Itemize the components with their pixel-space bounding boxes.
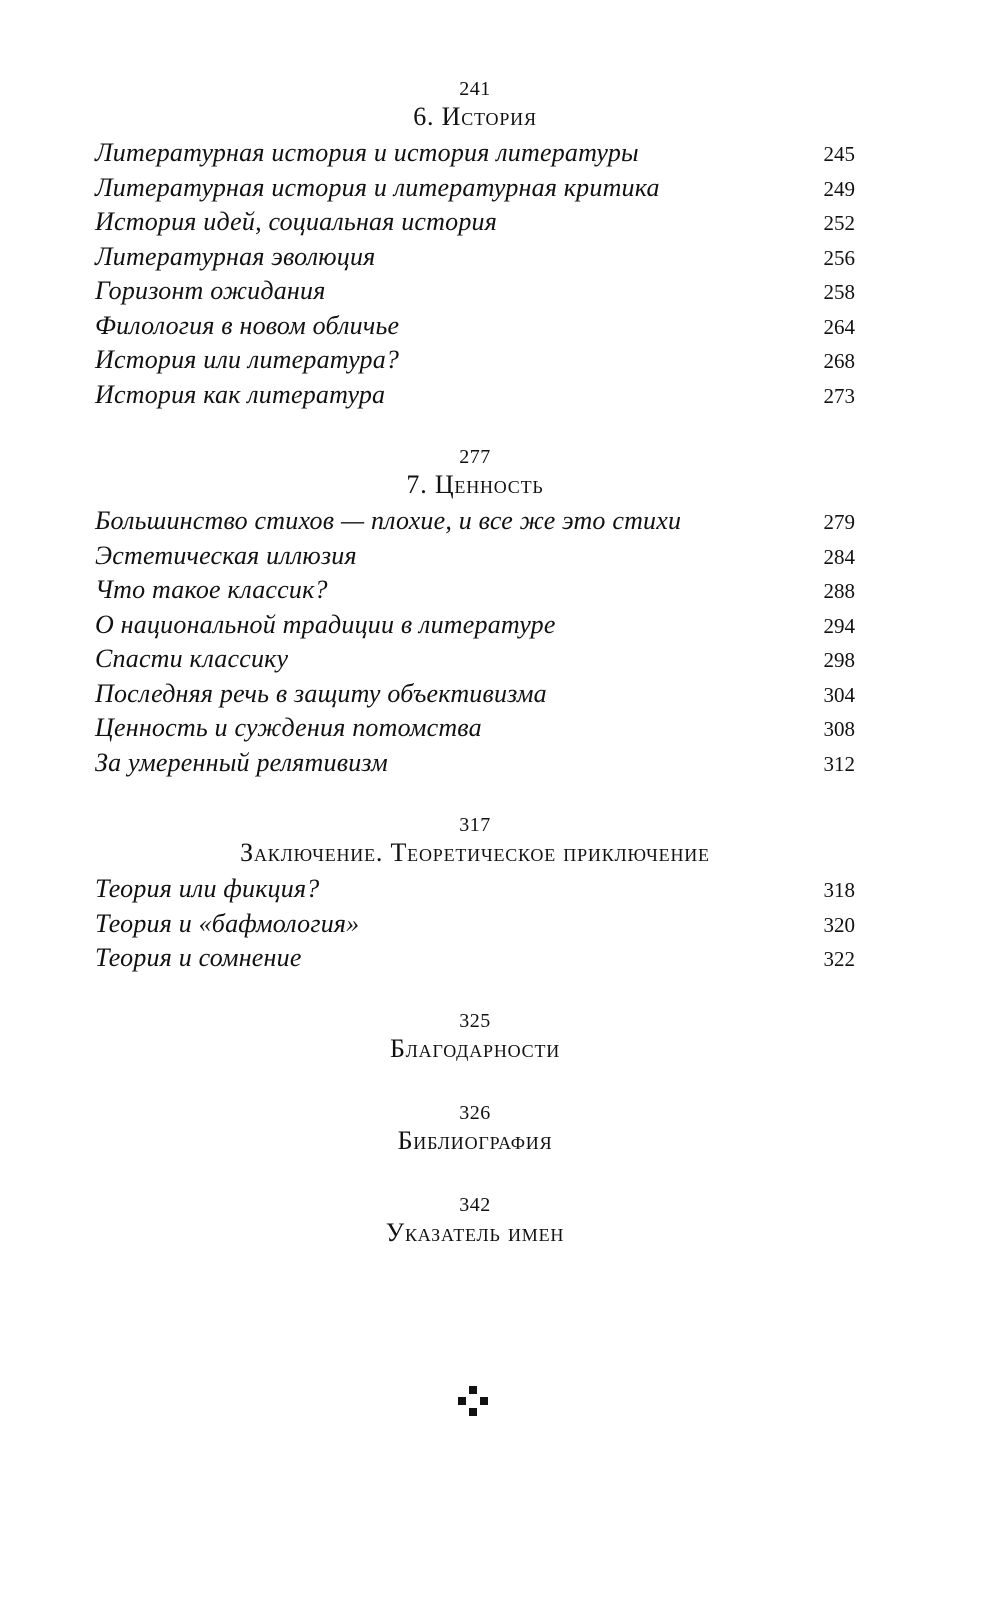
entry-list	[95, 872, 855, 976]
entry-title: Что такое классик?	[95, 575, 328, 604]
entry-title: История как литература	[95, 379, 386, 409]
entry-page-number: 312	[823, 751, 855, 776]
entry-page-number: 288	[823, 579, 855, 603]
toc-entry[interactable]	[95, 872, 855, 907]
entry-title: Спасти классику	[95, 644, 289, 673]
entry-page-number: 322	[823, 947, 855, 971]
section-title[interactable]: Указатель имен	[385, 1217, 565, 1247]
entry-page-number: 308	[823, 717, 855, 741]
entry-page-number: 256	[823, 245, 855, 270]
entry-title: Горизонт ожидания	[95, 276, 326, 305]
toc-section-acknowledgements	[95, 1010, 855, 1068]
entry-title: История или литература?	[95, 345, 400, 374]
toc-entry[interactable]	[95, 907, 855, 942]
section-title[interactable]: Библиография	[397, 1125, 553, 1155]
toc-entry[interactable]	[95, 573, 855, 608]
toc-entry[interactable]	[95, 309, 855, 344]
entry-title: Эстетическая иллюзия	[95, 540, 357, 570]
toc-entry[interactable]	[95, 240, 855, 275]
entry-page-number: 268	[823, 349, 855, 373]
entry-list	[95, 136, 855, 412]
entry-title: Большинство стихов — плохие, и все же это стихи	[95, 506, 682, 535]
toc-entry[interactable]	[95, 504, 855, 539]
toc-entry[interactable]	[95, 378, 855, 413]
section-title[interactable]: Благодарности	[389, 1033, 561, 1063]
section-title[interactable]: 6. История	[413, 102, 537, 131]
section-page-number: 277	[459, 446, 491, 468]
section-title[interactable]: 7. Ценность	[406, 470, 544, 499]
entry-page-number: 264	[823, 314, 855, 339]
toc-section-bibliography	[95, 1102, 855, 1160]
entry-page-number: 245	[823, 142, 855, 166]
section-page-number: 317	[459, 814, 491, 836]
entry-page-number: 279	[823, 510, 855, 534]
entry-page-number: 298	[823, 648, 855, 672]
toc-entry[interactable]	[95, 642, 855, 677]
entry-title: О национальной традиции в литературе	[95, 609, 556, 639]
toc-entry[interactable]	[95, 171, 855, 206]
toc-section-history	[95, 78, 855, 412]
entry-title: Литературная история и литературная критика	[95, 172, 660, 202]
toc-entry[interactable]	[95, 136, 855, 171]
section-page-number: 326	[459, 1101, 491, 1124]
toc-section-index	[95, 1194, 855, 1252]
toc-entry[interactable]	[95, 343, 855, 378]
entry-list	[95, 504, 855, 780]
section-title[interactable]: Заключение. Теоретическое приключение	[240, 838, 710, 867]
toc-entry[interactable]	[95, 205, 855, 240]
entry-page-number: 252	[823, 211, 855, 235]
toc-section-conclusion	[95, 814, 855, 976]
entry-title: За умеренный релятивизм	[95, 747, 388, 777]
entry-title: Филология в новом обличье	[95, 310, 400, 340]
entry-page-number: 294	[823, 613, 855, 638]
toc-entry[interactable]	[95, 608, 855, 643]
entry-title: Последняя речь в защиту объективизма	[95, 678, 547, 708]
entry-title: Теория и сомнение	[95, 943, 302, 972]
entry-page-number: 249	[823, 176, 855, 201]
entry-title: Ценность и суждения потомства	[95, 713, 482, 742]
section-page-number: 342	[459, 1193, 491, 1216]
entry-page-number: 258	[823, 280, 855, 304]
entry-title: Литературная история и история литературы	[95, 138, 639, 167]
toc-section-value	[95, 446, 855, 780]
entry-page-number: 304	[823, 682, 855, 707]
toc-entry[interactable]	[95, 677, 855, 712]
diamond-dots-ornament-icon	[458, 1386, 488, 1416]
entry-page-number: 284	[823, 544, 855, 569]
toc-entry[interactable]	[95, 539, 855, 574]
entry-page-number: 273	[823, 383, 855, 408]
toc-entry[interactable]	[95, 274, 855, 309]
toc-entry[interactable]	[95, 746, 855, 781]
entry-title: Литературная эволюция	[95, 241, 376, 271]
entry-title: Теория или фикция?	[95, 874, 320, 903]
toc-entry[interactable]	[95, 711, 855, 746]
table-of-contents	[95, 78, 855, 1286]
section-page-number: 241	[459, 78, 491, 100]
section-page-number: 325	[459, 1009, 491, 1032]
entry-title: История идей, социальная история	[95, 207, 498, 236]
entry-title: Теория и «бафмология»	[95, 908, 360, 938]
toc-entry[interactable]	[95, 941, 855, 976]
entry-page-number: 320	[823, 912, 855, 937]
entry-page-number: 318	[823, 878, 855, 902]
